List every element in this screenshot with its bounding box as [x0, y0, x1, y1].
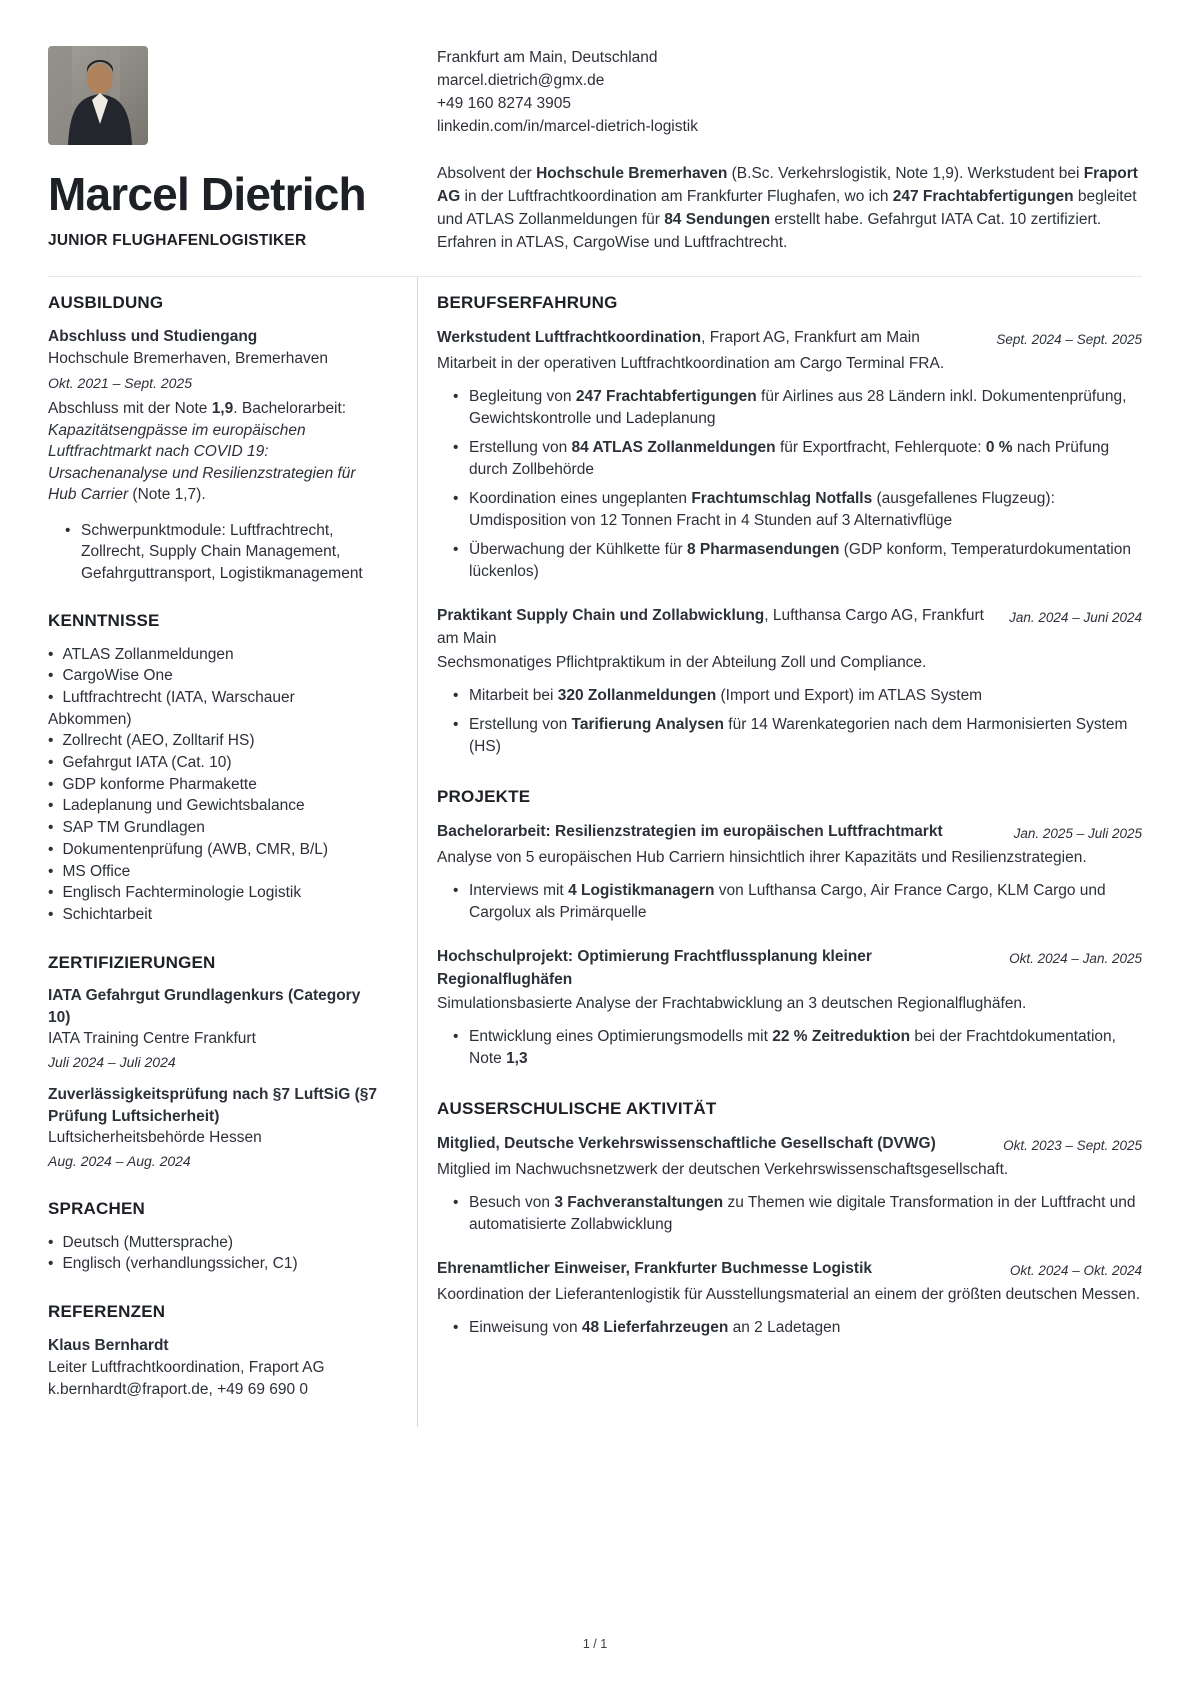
certification-date: Juli 2024 – Juli 2024	[48, 1053, 176, 1070]
skill-item: • MS Office	[48, 861, 378, 883]
left-column	[48, 277, 378, 1427]
experience-bullet: • Erstellung von Tarifierung Analysen für 14 Warenkategorien nach dem Harmonisierten System (HS)	[452, 714, 1142, 758]
project-bullet: • Interviews mit 4 Logistikmanagern von Lufthansa Cargo, Air France Cargo, KLM Cargo und Cargolux als Primärquelle	[452, 880, 1142, 924]
activity-bullet-list	[452, 1317, 1142, 1339]
contact-phone: +49 160 8274 3905	[437, 95, 572, 112]
language-item: • Englisch (verhandlungssicher, C1)	[48, 1253, 378, 1275]
project-bullet: • Entwicklung eines Optimierungsmodells mit 22 % Zeitreduktion bei der Frachtdokumentation, Note 1,3	[452, 1026, 1142, 1070]
section-certifications	[48, 952, 378, 1173]
section-languages	[48, 1198, 378, 1275]
projects-heading: PROJEKTE	[437, 787, 531, 806]
section-experience	[437, 292, 1142, 758]
skill-item: • CargoWise One	[48, 665, 378, 687]
activity-date: Okt. 2024 – Okt. 2024	[1009, 1263, 1142, 1278]
header-right	[437, 46, 1142, 254]
activity-title: Mitglied, Deutsche Verkehrswissenschaftliche Gesellschaft (DVWG)	[437, 1135, 936, 1152]
project-entry	[437, 820, 1142, 924]
skill-item: • SAP TM Grundlagen	[48, 817, 378, 839]
activity-entry	[437, 1132, 1142, 1236]
contact-email: marcel.dietrich@gmx.de	[437, 72, 605, 89]
experience-summary: Sechsmonatiges Pflichtpraktikum in der Abteilung Zoll und Compliance.	[437, 654, 927, 671]
skill-item: • Dokumentenprüfung (AWB, CMR, B/L)	[48, 839, 378, 861]
reference-name: Klaus Bernhardt	[48, 1336, 169, 1354]
project-bullet-list	[452, 1026, 1142, 1070]
skill-item: • Luftfrachtrecht (IATA, Warschauer Abkommen)	[48, 687, 378, 730]
education-description: Abschluss mit der Note 1,9. Bachelorarbeit: Kapazitätsengpässe im europäischen Luftfrachtmarkt nach COVID 19: Ursachenanalyse und Resilienzstrategien für Hub Carrier (Note 1,7).	[48, 400, 356, 503]
experience-heading: BERUFSERFAHRUNG	[437, 293, 618, 312]
project-title: Bachelorarbeit: Resilienzstrategien im europäischen Luftfrachtmarkt	[437, 823, 943, 840]
page-number: 1 / 1	[582, 1637, 608, 1651]
certification-item	[48, 985, 378, 1073]
certification-issuer: IATA Training Centre Frankfurt	[48, 1030, 256, 1048]
certifications-heading: ZERTIFIZIERUNGEN	[48, 952, 216, 972]
experience-bullet: • Erstellung von 84 ATLAS Zollanmeldungen für Exportfracht, Fehlerquote: 0 % nach Prüfung durch Zollbehörde	[452, 437, 1142, 481]
body-columns	[48, 277, 1142, 1427]
project-entry	[437, 945, 1142, 1070]
section-activities	[437, 1098, 1142, 1339]
references-heading: REFERENZEN	[48, 1302, 166, 1322]
experience-summary: Mitarbeit in der operativen Luftfrachtkoordination am Cargo Terminal FRA.	[437, 355, 945, 372]
skill-item: • Ladeplanung und Gewichtsbalance	[48, 795, 378, 817]
activity-entry-header	[437, 1132, 1142, 1157]
experience-title: Werkstudent Luftfrachtkoordination, Fraport AG, Frankfurt am Main	[437, 329, 920, 346]
activity-entry-header	[437, 1257, 1142, 1282]
experience-date: Jan. 2024 – Juni 2024	[1009, 610, 1142, 625]
reference-contact: k.bernhardt@fraport.de, +49 69 690 0	[48, 1380, 309, 1398]
activities-heading: AUSSERSCHULISCHE AKTIVITÄT	[437, 1099, 717, 1118]
section-skills	[48, 610, 378, 926]
experience-entry	[437, 326, 1142, 583]
experience-entry	[437, 604, 1142, 758]
section-references	[48, 1301, 378, 1401]
certification-date: Aug. 2024 – Aug. 2024	[48, 1152, 191, 1169]
certification-issuer: Luftsicherheitsbehörde Hessen	[48, 1129, 262, 1147]
candidate-title: JUNIOR FLUGHAFENLOGISTIKER	[48, 232, 307, 249]
activity-date: Okt. 2023 – Sept. 2025	[1003, 1138, 1142, 1153]
contact-location: Frankfurt am Main, Deutschland	[437, 49, 658, 66]
right-column	[417, 277, 1142, 1427]
language-item: • Deutsch (Muttersprache)	[48, 1232, 378, 1254]
skill-item: • ATLAS Zollanmeldungen	[48, 644, 378, 666]
experience-bullet: • Koordination eines ungeplanten Frachtumschlag Notfalls (ausgefallenes Flugzeug): Umdisposition von 12 Tonnen Fracht in 4 Stunden auf 3 Alternativflüge	[452, 488, 1142, 532]
skill-item: • Gefahrgut IATA (Cat. 10)	[48, 752, 378, 774]
skill-item: • Zollrecht (AEO, Zolltarif HS)	[48, 730, 378, 752]
activity-bullet-list	[452, 1192, 1142, 1236]
certification-name: Zuverlässigkeitsprüfung nach §7 LuftSiG (§7 Prüfung Luftsicherheit)	[48, 1086, 378, 1125]
section-education	[48, 292, 378, 584]
project-summary: Simulationsbasierte Analyse der Frachtabwicklung an 3 deutschen Regionalflughäfen.	[437, 995, 1027, 1012]
header	[48, 46, 1142, 254]
profile-photo-graphic	[48, 46, 148, 145]
education-bullet-list	[63, 520, 378, 585]
experience-entry-header	[437, 326, 1142, 351]
project-date: Jan. 2025 – Juli 2025	[1013, 826, 1142, 841]
project-entry-header	[437, 820, 1142, 845]
project-bullet-list	[452, 880, 1142, 924]
activity-summary: Koordination der Lieferantenlogistik für Ausstellungsmaterial an einem der größten deutschen Messen.	[437, 1286, 1141, 1303]
languages-heading: SPRACHEN	[48, 1199, 146, 1219]
project-title: Hochschulprojekt: Optimierung Frachtflussplanung kleiner Regionalflughäfen	[437, 948, 872, 988]
education-heading: AUSBILDUNG	[48, 293, 164, 312]
section-projects	[437, 786, 1142, 1070]
project-entry-header	[437, 945, 1142, 991]
activity-bullet: • Einweisung von 48 Lieferfahrzeugen an 2 Ladetagen	[452, 1317, 1142, 1339]
profile-summary: Absolvent der Hochschule Bremerhaven (B.Sc. Verkehrslogistik, Note 1,9). Werkstudent bei Fraport AG in der Luftfrachtkoordination am Frankfurter Flughafen, wo ich 247 Frachtabfertigungen begleitet und ATLAS Zollanmeldungen für 84 Sendungen erstellt habe. Gefahrgut IATA Cat. 10 zertifiziert. Erfahren in ATLAS, CargoWise und Luftfrachtrecht.	[437, 165, 1138, 251]
education-degree: Abschluss und Studiengang	[48, 327, 258, 345]
experience-bullet-list	[452, 386, 1142, 583]
activity-title: Ehrenamtlicher Einweiser, Frankfurter Buchmesse Logistik	[437, 1260, 873, 1277]
skill-item: • Schichtarbeit	[48, 904, 378, 926]
candidate-name: Marcel Dietrich	[48, 168, 366, 220]
education-date: Okt. 2021 – Sept. 2025	[48, 374, 192, 391]
experience-bullet: • Überwachung der Kühlkette für 8 Pharmasendungen (GDP konform, Temperaturdokumentation lückenlos)	[452, 539, 1142, 583]
education-bullet: • Schwerpunktmodule: Luftfrachtrecht, Zollrecht, Supply Chain Management, Gefahrguttransport, Logistikmanagement	[63, 520, 378, 585]
experience-bullet: • Begleitung von 247 Frachtabfertigungen für Airlines aus 28 Ländern inkl. Dokumentenprüfung, Gewichtskontrolle und Ladeplanung	[452, 386, 1142, 430]
education-school: Hochschule Bremerhaven, Bremerhaven	[48, 350, 328, 367]
activity-entry	[437, 1257, 1142, 1339]
contact-block	[437, 46, 1142, 138]
header-left	[48, 46, 378, 254]
skills-heading: KENNTNISSE	[48, 611, 160, 630]
experience-bullet: • Mitarbeit bei 320 Zollanmeldungen (Import und Export) im ATLAS System	[452, 685, 1142, 707]
activity-summary: Mitglied im Nachwuchsnetzwerk der deutschen Verkehrswissenschaftsgesellschaft.	[437, 1161, 1009, 1178]
contact-linkedin: linkedin.com/in/marcel-dietrich-logistik	[437, 118, 699, 135]
skill-item: • GDP konforme Pharmakette	[48, 774, 378, 796]
skill-item: • Englisch Fachterminologie Logistik	[48, 882, 378, 904]
profile-photo	[48, 46, 148, 145]
project-date: Okt. 2024 – Jan. 2025	[1009, 951, 1142, 966]
experience-date: Sept. 2024 – Sept. 2025	[996, 332, 1142, 347]
certification-item	[48, 1084, 378, 1172]
certification-name: IATA Gefahrgut Grundlagenkurs (Category 10)	[48, 987, 361, 1026]
experience-bullet-list	[452, 685, 1142, 758]
project-summary: Analyse von 5 europäischen Hub Carriern hinsichtlich ihrer Kapazitäts und Resilienzstrategien.	[437, 849, 1087, 866]
experience-entry-header	[437, 604, 1142, 650]
experience-title: Praktikant Supply Chain und Zollabwicklung, Lufthansa Cargo AG, Frankfurt am Main	[437, 607, 984, 647]
reference-role: Leiter Luftfrachtkoordination, Fraport AG	[48, 1358, 325, 1376]
activity-bullet: • Besuch von 3 Fachveranstaltungen zu Themen wie digitale Transformation in der Luftfracht und automatisierte Zollabwicklung	[452, 1192, 1142, 1236]
